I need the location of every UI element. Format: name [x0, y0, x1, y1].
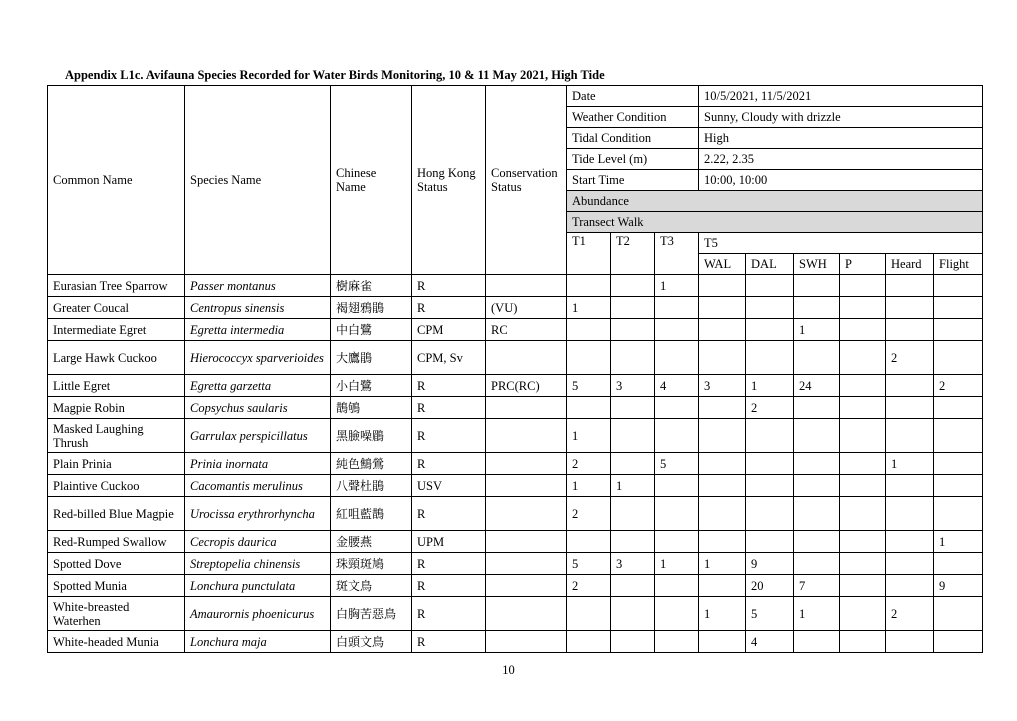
common-name-cell: Spotted Dove	[48, 553, 185, 575]
heard-count-cell: 2	[886, 597, 934, 631]
flight-count-cell	[934, 453, 983, 475]
hk-status-cell: R	[412, 275, 486, 297]
t3-count-cell: 1	[655, 553, 699, 575]
t1-count-cell: 5	[567, 553, 611, 575]
wal-count-cell	[699, 297, 746, 319]
p-count-cell	[840, 319, 886, 341]
t2-count-cell: 3	[611, 375, 655, 397]
t2-count-cell	[611, 631, 655, 653]
common-name-cell: Red-billed Blue Magpie	[48, 497, 185, 531]
t2-count-cell: 3	[611, 553, 655, 575]
swh-count-cell	[794, 397, 840, 419]
p-count-cell	[840, 341, 886, 375]
heard-count-cell	[886, 497, 934, 531]
chinese-name-cell: 黑臉噪鶥	[331, 419, 412, 453]
wal-count-cell	[699, 631, 746, 653]
page-number: 10	[502, 663, 515, 677]
wal-count-cell	[699, 319, 746, 341]
heard-count-cell: 2	[886, 341, 934, 375]
wal-count-cell	[699, 575, 746, 597]
header-t2: T2	[611, 233, 655, 275]
hk-status-cell: UPM	[412, 531, 486, 553]
conservation-status-cell	[486, 531, 567, 553]
table-row	[48, 453, 983, 475]
t1-count-cell: 2	[567, 453, 611, 475]
p-count-cell	[840, 575, 886, 597]
species-name-cell: Cecropis daurica	[185, 531, 331, 553]
hk-status-cell: R	[412, 375, 486, 397]
species-rows	[48, 275, 983, 653]
species-name-cell: Urocissa erythrorhyncha	[185, 497, 331, 531]
p-count-cell	[840, 453, 886, 475]
table-row	[48, 497, 983, 531]
header-t1: T1	[567, 233, 611, 275]
swh-count-cell: 7	[794, 575, 840, 597]
table-row	[48, 341, 983, 375]
header-t3: T3	[655, 233, 699, 275]
swh-count-cell	[794, 553, 840, 575]
header-hk-status: Hong Kong Status	[412, 86, 486, 275]
conservation-status-cell	[486, 575, 567, 597]
t1-count-cell: 1	[567, 297, 611, 319]
heard-count-cell	[886, 475, 934, 497]
species-name-cell: Prinia inornata	[185, 453, 331, 475]
swh-count-cell: 24	[794, 375, 840, 397]
t3-count-cell	[655, 497, 699, 531]
conservation-status-cell	[486, 631, 567, 653]
t2-count-cell	[611, 497, 655, 531]
t1-count-cell: 2	[567, 575, 611, 597]
header-row-date	[48, 86, 983, 107]
species-name-cell: Lonchura maja	[185, 631, 331, 653]
t3-count-cell	[655, 297, 699, 319]
dal-count-cell: 2	[746, 397, 794, 419]
species-name-cell: Streptopelia chinensis	[185, 553, 331, 575]
table-row	[48, 631, 983, 653]
hk-status-cell: R	[412, 397, 486, 419]
hk-status-cell: R	[412, 497, 486, 531]
common-name-cell: Little Egret	[48, 375, 185, 397]
weather-value: Sunny, Cloudy with drizzle	[699, 107, 983, 128]
common-name-cell: Eurasian Tree Sparrow	[48, 275, 185, 297]
conservation-status-cell: PRC(RC)	[486, 375, 567, 397]
start-time-value: 10:00, 10:00	[699, 170, 983, 191]
species-name-cell: Cacomantis merulinus	[185, 475, 331, 497]
hk-status-cell: R	[412, 597, 486, 631]
t3-count-cell: 4	[655, 375, 699, 397]
t1-count-cell	[567, 275, 611, 297]
conservation-status-cell: (VU)	[486, 297, 567, 319]
flight-count-cell: 1	[934, 531, 983, 553]
swh-count-cell	[794, 419, 840, 453]
dal-count-cell	[746, 275, 794, 297]
table-row	[48, 419, 983, 453]
common-name-cell: Greater Coucal	[48, 297, 185, 319]
chinese-name-cell: 樹麻雀	[331, 275, 412, 297]
table-row	[48, 297, 983, 319]
species-name-cell: Egretta intermedia	[185, 319, 331, 341]
heard-count-cell	[886, 631, 934, 653]
header-dal: DAL	[746, 254, 794, 275]
appendix-title: Appendix L1c. Avifauna Species Recorded for Water Birds Monitoring, 10 & 11 May 2021, High Tide	[65, 68, 605, 82]
p-count-cell	[840, 275, 886, 297]
p-count-cell	[840, 419, 886, 453]
swh-count-cell	[794, 631, 840, 653]
wal-count-cell	[699, 475, 746, 497]
header-conservation-status: Conservation Status	[486, 86, 567, 275]
flight-count-cell: 2	[934, 375, 983, 397]
table-row	[48, 319, 983, 341]
tide-level-value: 2.22, 2.35	[699, 149, 983, 170]
header-t5: T5	[699, 233, 983, 254]
p-count-cell	[840, 553, 886, 575]
wal-count-cell: 1	[699, 597, 746, 631]
flight-count-cell	[934, 297, 983, 319]
dal-count-cell: 1	[746, 375, 794, 397]
hk-status-cell: R	[412, 297, 486, 319]
species-name-cell: Copsychus saularis	[185, 397, 331, 419]
swh-count-cell	[794, 531, 840, 553]
species-name-cell: Hierococcyx sparverioides	[185, 341, 331, 375]
hk-status-cell: R	[412, 631, 486, 653]
t1-count-cell: 2	[567, 497, 611, 531]
heard-count-cell	[886, 297, 934, 319]
table-row	[48, 275, 983, 297]
species-name-cell: Lonchura punctulata	[185, 575, 331, 597]
table-row	[48, 397, 983, 419]
header-wal: WAL	[699, 254, 746, 275]
swh-count-cell	[794, 475, 840, 497]
t3-count-cell: 1	[655, 275, 699, 297]
header-common-name: Common Name	[48, 86, 185, 275]
t3-count-cell	[655, 397, 699, 419]
flight-count-cell: 9	[934, 575, 983, 597]
wal-count-cell	[699, 453, 746, 475]
t2-count-cell: 1	[611, 475, 655, 497]
t3-count-cell	[655, 475, 699, 497]
chinese-name-cell: 紅咀藍鵲	[331, 497, 412, 531]
p-count-cell	[840, 497, 886, 531]
swh-count-cell: 1	[794, 319, 840, 341]
t3-count-cell: 5	[655, 453, 699, 475]
chinese-name-cell: 白胸苦惡鳥	[331, 597, 412, 631]
t2-count-cell	[611, 297, 655, 319]
dal-count-cell: 4	[746, 631, 794, 653]
chinese-name-cell: 鵲鴝	[331, 397, 412, 419]
common-name-cell: Intermediate Egret	[48, 319, 185, 341]
t2-count-cell	[611, 597, 655, 631]
t3-count-cell	[655, 531, 699, 553]
chinese-name-cell: 小白鷺	[331, 375, 412, 397]
heard-count-cell	[886, 375, 934, 397]
heard-count-cell: 1	[886, 453, 934, 475]
header-heard: Heard	[886, 254, 934, 275]
hk-status-cell: R	[412, 419, 486, 453]
t3-count-cell	[655, 419, 699, 453]
dal-count-cell: 20	[746, 575, 794, 597]
t2-count-cell	[611, 397, 655, 419]
chinese-name-cell: 斑文鳥	[331, 575, 412, 597]
t3-count-cell	[655, 631, 699, 653]
dal-count-cell	[746, 453, 794, 475]
tide-level-label: Tide Level (m)	[567, 149, 699, 170]
swh-count-cell	[794, 341, 840, 375]
hk-status-cell: CPM, Sv	[412, 341, 486, 375]
t3-count-cell	[655, 319, 699, 341]
chinese-name-cell: 金腰燕	[331, 531, 412, 553]
conservation-status-cell	[486, 341, 567, 375]
swh-count-cell: 1	[794, 597, 840, 631]
header-p: P	[840, 254, 886, 275]
heard-count-cell	[886, 553, 934, 575]
flight-count-cell	[934, 631, 983, 653]
date-label: Date	[567, 86, 699, 107]
p-count-cell	[840, 531, 886, 553]
wal-count-cell	[699, 419, 746, 453]
wal-count-cell	[699, 497, 746, 531]
heard-count-cell	[886, 319, 934, 341]
t2-count-cell	[611, 275, 655, 297]
t1-count-cell	[567, 597, 611, 631]
common-name-cell: Masked Laughing Thrush	[48, 419, 185, 453]
flight-count-cell	[934, 275, 983, 297]
table-row	[48, 575, 983, 597]
chinese-name-cell: 褐翅鴉鵑	[331, 297, 412, 319]
heard-count-cell	[886, 575, 934, 597]
date-value: 10/5/2021, 11/5/2021	[699, 86, 983, 107]
flight-count-cell	[934, 597, 983, 631]
t2-count-cell	[611, 453, 655, 475]
t2-count-cell	[611, 531, 655, 553]
chinese-name-cell: 白頭文鳥	[331, 631, 412, 653]
header-flight: Flight	[934, 254, 983, 275]
header-species-name: Species Name	[185, 86, 331, 275]
t1-count-cell: 1	[567, 419, 611, 453]
start-time-label: Start Time	[567, 170, 699, 191]
header-swh: SWH	[794, 254, 840, 275]
swh-count-cell	[794, 297, 840, 319]
dal-count-cell	[746, 475, 794, 497]
conservation-status-cell	[486, 553, 567, 575]
t3-count-cell	[655, 597, 699, 631]
p-count-cell	[840, 297, 886, 319]
wal-count-cell	[699, 341, 746, 375]
t1-count-cell: 1	[567, 475, 611, 497]
wal-count-cell: 1	[699, 553, 746, 575]
species-name-cell: Passer montanus	[185, 275, 331, 297]
chinese-name-cell: 八聲杜鵑	[331, 475, 412, 497]
conservation-status-cell	[486, 419, 567, 453]
common-name-cell: Plaintive Cuckoo	[48, 475, 185, 497]
dal-count-cell	[746, 319, 794, 341]
species-name-cell: Egretta garzetta	[185, 375, 331, 397]
conservation-status-cell	[486, 475, 567, 497]
transect-walk-label: Transect Walk	[567, 212, 983, 233]
dal-count-cell	[746, 497, 794, 531]
flight-count-cell	[934, 397, 983, 419]
wal-count-cell	[699, 531, 746, 553]
chinese-name-cell: 大鷹鵑	[331, 341, 412, 375]
flight-count-cell	[934, 475, 983, 497]
species-name-cell: Amaurornis phoenicurus	[185, 597, 331, 631]
flight-count-cell	[934, 341, 983, 375]
heard-count-cell	[886, 531, 934, 553]
heard-count-cell	[886, 419, 934, 453]
t1-count-cell	[567, 397, 611, 419]
t2-count-cell	[611, 575, 655, 597]
t1-count-cell	[567, 341, 611, 375]
conservation-status-cell	[486, 453, 567, 475]
common-name-cell: White-headed Munia	[48, 631, 185, 653]
t3-count-cell	[655, 575, 699, 597]
table-row	[48, 475, 983, 497]
p-count-cell	[840, 631, 886, 653]
wal-count-cell	[699, 275, 746, 297]
table-row	[48, 531, 983, 553]
hk-status-cell: R	[412, 453, 486, 475]
tidal-value: High	[699, 128, 983, 149]
flight-count-cell	[934, 419, 983, 453]
t1-count-cell	[567, 319, 611, 341]
dal-count-cell: 5	[746, 597, 794, 631]
flight-count-cell	[934, 319, 983, 341]
swh-count-cell	[794, 275, 840, 297]
flight-count-cell	[934, 497, 983, 531]
p-count-cell	[840, 475, 886, 497]
common-name-cell: White-breasted Waterhen	[48, 597, 185, 631]
hk-status-cell: CPM	[412, 319, 486, 341]
hk-status-cell: USV	[412, 475, 486, 497]
conservation-status-cell	[486, 497, 567, 531]
chinese-name-cell: 純色鷦鶯	[331, 453, 412, 475]
hk-status-cell: R	[412, 575, 486, 597]
p-count-cell	[840, 597, 886, 631]
dal-count-cell	[746, 297, 794, 319]
chinese-name-cell: 珠頸斑鳩	[331, 553, 412, 575]
conservation-status-cell	[486, 275, 567, 297]
dal-count-cell	[746, 419, 794, 453]
common-name-cell: Red-Rumped Swallow	[48, 531, 185, 553]
hk-status-cell: R	[412, 553, 486, 575]
dal-count-cell	[746, 531, 794, 553]
wal-count-cell	[699, 397, 746, 419]
heard-count-cell	[886, 397, 934, 419]
t1-count-cell	[567, 631, 611, 653]
t2-count-cell	[611, 341, 655, 375]
flight-count-cell	[934, 553, 983, 575]
species-table	[47, 85, 983, 653]
t1-count-cell: 5	[567, 375, 611, 397]
common-name-cell: Spotted Munia	[48, 575, 185, 597]
species-name-cell: Centropus sinensis	[185, 297, 331, 319]
swh-count-cell	[794, 497, 840, 531]
weather-label: Weather Condition	[567, 107, 699, 128]
conservation-status-cell	[486, 397, 567, 419]
table-row	[48, 375, 983, 397]
conservation-status-cell	[486, 597, 567, 631]
t1-count-cell	[567, 531, 611, 553]
dal-count-cell	[746, 341, 794, 375]
dal-count-cell: 9	[746, 553, 794, 575]
wal-count-cell: 3	[699, 375, 746, 397]
common-name-cell: Plain Prinia	[48, 453, 185, 475]
header-chinese-name: Chinese Name	[331, 86, 412, 275]
p-count-cell	[840, 397, 886, 419]
abundance-label: Abundance	[567, 191, 983, 212]
species-name-cell: Garrulax perspicillatus	[185, 419, 331, 453]
common-name-cell: Large Hawk Cuckoo	[48, 341, 185, 375]
heard-count-cell	[886, 275, 934, 297]
chinese-name-cell: 中白鷺	[331, 319, 412, 341]
table-row	[48, 553, 983, 575]
swh-count-cell	[794, 453, 840, 475]
t3-count-cell	[655, 341, 699, 375]
p-count-cell	[840, 375, 886, 397]
conservation-status-cell: RC	[486, 319, 567, 341]
common-name-cell: Magpie Robin	[48, 397, 185, 419]
tidal-label: Tidal Condition	[567, 128, 699, 149]
t2-count-cell	[611, 419, 655, 453]
table-row	[48, 597, 983, 631]
t2-count-cell	[611, 319, 655, 341]
